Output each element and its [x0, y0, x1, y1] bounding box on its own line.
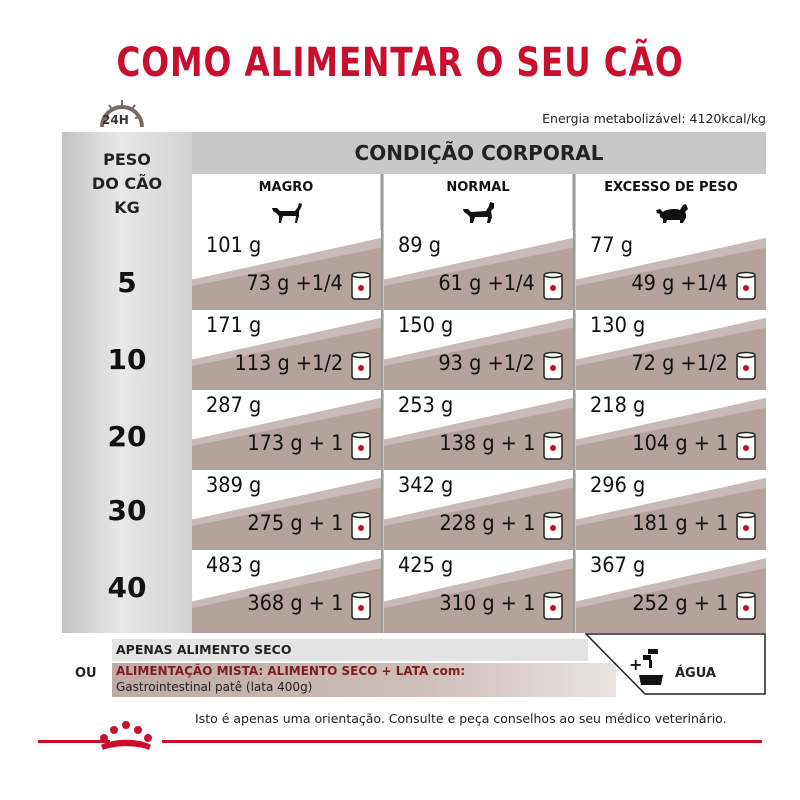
- mixed-feeding-amount: 138 g + 1: [438, 431, 535, 455]
- legend-mixed: [112, 663, 616, 697]
- dry-food-amount: 389 g: [206, 473, 262, 497]
- wet-can-icon: [735, 431, 757, 461]
- dry-food-amount: 425 g: [398, 553, 454, 577]
- table-cell: [576, 390, 766, 470]
- overweight-dog-icon: [653, 199, 689, 225]
- mixed-feeding-amount: 173 g + 1: [246, 431, 343, 455]
- svg-text:+: +: [629, 655, 643, 674]
- table-cell: [192, 230, 381, 310]
- water-box: [585, 633, 766, 695]
- wet-can-icon: [542, 431, 564, 461]
- table-cell: [192, 470, 381, 550]
- wet-can-icon: [735, 351, 757, 381]
- water-label: ÁGUA: [675, 666, 716, 681]
- dry-food-amount: 483 g: [206, 553, 262, 577]
- legend-mixed-title: ALIMENTAÇÃO MISTA: ALIMENTO SECO + LATA com:: [116, 664, 466, 678]
- dry-food-amount: 89 g: [398, 233, 441, 257]
- mixed-feeding-amount: 275 g + 1: [246, 511, 343, 535]
- dry-food-amount: 77 g: [590, 233, 633, 257]
- dry-food-amount: 367 g: [590, 553, 646, 577]
- energy-info: Energia metabolizável: 4120kcal/kg: [542, 111, 766, 126]
- mixed-feeding-amount: 93 g +1/2: [438, 351, 535, 375]
- column-divider: [381, 174, 383, 633]
- mixed-feeding-amount: 104 g + 1: [631, 431, 728, 455]
- column-divider: [573, 174, 575, 633]
- dry-food-amount: 296 g: [590, 473, 646, 497]
- mixed-feeding-amount: 368 g + 1: [246, 591, 343, 615]
- table-cell: [384, 230, 573, 310]
- dry-food-amount: 171 g: [206, 313, 262, 337]
- mixed-feeding-amount: 181 g + 1: [631, 511, 728, 535]
- mixed-feeding-amount: 61 g +1/4: [438, 271, 535, 295]
- normal-dog-icon: [460, 199, 496, 225]
- table-cell: [384, 310, 573, 390]
- column-header-magro: MAGRO: [192, 174, 380, 230]
- legend-dry-only: APENAS ALIMENTO SECO: [112, 639, 588, 661]
- page-title: COMO ALIMENTAR O SEU CÃO: [116, 40, 684, 86]
- disclaimer: Isto é apenas uma orientação. Consulte e peça conselhos ao seu médico veterinário.: [195, 711, 727, 726]
- table-cell: [576, 230, 766, 310]
- wet-can-icon: [350, 271, 372, 301]
- legend-ou: OU: [75, 666, 97, 681]
- dry-food-amount: 130 g: [590, 313, 646, 337]
- dry-food-amount: 253 g: [398, 393, 454, 417]
- weight-40: 40: [107, 571, 147, 604]
- table-cell: [384, 470, 573, 550]
- mixed-feeding-amount: 73 g +1/4: [246, 271, 343, 295]
- dry-food-amount: 101 g: [206, 233, 262, 257]
- column-header-excesso: EXCESSO DE PESO: [576, 174, 766, 230]
- wet-can-icon: [350, 351, 372, 381]
- weight-30: 30: [107, 494, 147, 527]
- wet-can-icon: [735, 271, 757, 301]
- table-cell: [384, 390, 573, 470]
- mixed-feeding-amount: 49 g +1/4: [631, 271, 728, 295]
- table-cell: [192, 550, 381, 633]
- wet-can-icon: [542, 271, 564, 301]
- table-cell: [384, 550, 573, 633]
- table-cell: [192, 390, 381, 470]
- wet-can-icon: [735, 511, 757, 541]
- body-condition-header: CONDIÇÃO CORPORAL: [192, 132, 766, 174]
- wet-can-icon: [735, 591, 757, 621]
- wet-can-icon: [350, 511, 372, 541]
- weight-5: 5: [117, 266, 137, 299]
- weight-20: 20: [107, 420, 147, 453]
- table-cell: [192, 310, 381, 390]
- footer-rule-right: [162, 740, 762, 743]
- wet-can-icon: [542, 591, 564, 621]
- weight-header: PESO DO CÃO KG: [91, 150, 163, 217]
- dry-food-amount: 150 g: [398, 313, 454, 337]
- mixed-feeding-amount: 113 g +1/2: [234, 351, 343, 375]
- table-cell: [576, 470, 766, 550]
- mixed-feeding-amount: 72 g +1/2: [631, 351, 728, 375]
- royal-canin-crown-logo: [95, 718, 157, 752]
- wet-can-icon: [350, 431, 372, 461]
- dry-food-amount: 287 g: [206, 393, 262, 417]
- table-cell: [576, 550, 766, 633]
- table-cell: [576, 310, 766, 390]
- dry-food-amount: 342 g: [398, 473, 454, 497]
- mixed-feeding-amount: 252 g + 1: [631, 591, 728, 615]
- legend-mixed-product: Gastrointestinal patê (lata 400g): [116, 680, 313, 694]
- wet-can-icon: [350, 591, 372, 621]
- weight-10: 10: [107, 343, 147, 376]
- lean-dog-icon: [268, 199, 304, 225]
- dry-food-amount: 218 g: [590, 393, 646, 417]
- wet-can-icon: [542, 351, 564, 381]
- clock-label: 24H: [102, 113, 129, 127]
- column-header-normal: NORMAL: [384, 174, 572, 230]
- mixed-feeding-amount: 310 g + 1: [438, 591, 535, 615]
- wet-can-icon: [542, 511, 564, 541]
- mixed-feeding-amount: 228 g + 1: [438, 511, 535, 535]
